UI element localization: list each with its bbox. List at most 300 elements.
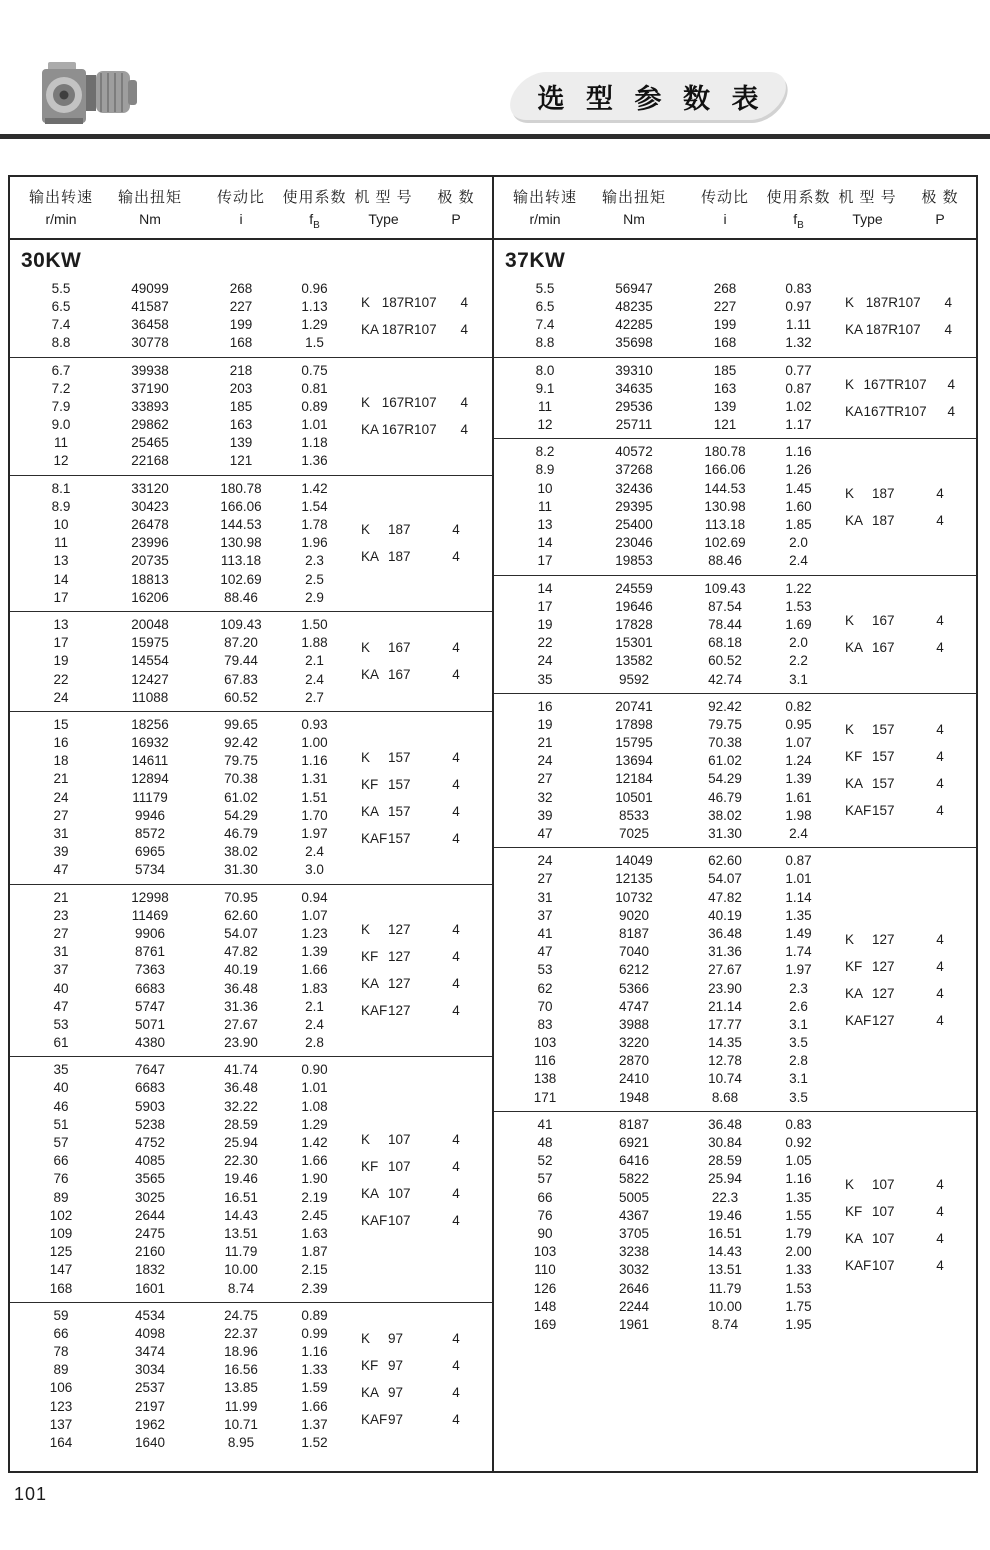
- cell-speed: 41: [537, 925, 553, 941]
- cell-torque: 2197: [134, 1398, 166, 1414]
- cell-torque: 3032: [618, 1262, 650, 1278]
- cell-service-factor: 2.2: [789, 653, 808, 669]
- cell-speed: 125: [49, 1244, 73, 1260]
- cell-torque: 29395: [615, 498, 653, 514]
- cell-ratio: 41.74: [224, 1062, 258, 1078]
- cell-speed: 17: [537, 598, 553, 614]
- cell-torque: 15301: [615, 635, 653, 651]
- cell-service-factor: 1.39: [785, 771, 812, 787]
- cell-speed: 12: [53, 453, 69, 469]
- cell-service-factor: 1.75: [785, 1298, 812, 1314]
- cell-torque: 5734: [134, 862, 166, 878]
- cell-ratio: 218: [229, 362, 253, 378]
- cell-ratio: 28.59: [224, 1116, 258, 1132]
- type-block: [347, 1307, 492, 1453]
- cell-torque: 11469: [131, 907, 169, 923]
- cell-speed: 66: [53, 1153, 69, 1169]
- cell-speed: 123: [49, 1398, 73, 1414]
- cell-service-factor: 1.14: [785, 889, 812, 905]
- cell-service-factor: 1.50: [301, 616, 328, 632]
- cell-service-factor: 1.74: [785, 944, 812, 960]
- poles-value: 4: [452, 1331, 460, 1347]
- cell-ratio: 144.53: [220, 517, 262, 533]
- poles-value: 4: [460, 322, 469, 338]
- cell-torque: 3988: [618, 1016, 650, 1032]
- cell-ratio: 40.19: [224, 962, 258, 978]
- cell-service-factor: 1.35: [785, 1189, 812, 1205]
- type-prefix: KA: [361, 667, 380, 683]
- type-entry: [831, 797, 976, 824]
- poles-value: 4: [452, 1158, 460, 1174]
- type-model: 107: [872, 1230, 895, 1246]
- cell-service-factor: 2.45: [301, 1207, 328, 1223]
- poles-value: 4: [452, 1131, 460, 1147]
- cell-ratio: 61.02: [224, 789, 258, 805]
- cell-speed: 59: [53, 1307, 69, 1323]
- cell-service-factor: 1.66: [301, 1398, 328, 1414]
- cell-speed: 6.5: [535, 298, 555, 314]
- cell-torque: 6212: [618, 962, 650, 978]
- cell-torque: 9946: [134, 807, 166, 823]
- cell-ratio: 203: [229, 380, 253, 396]
- cell-speed: 110: [534, 1262, 556, 1278]
- cell-ratio: 11.99: [224, 1398, 258, 1414]
- type-model: 127: [388, 1003, 411, 1019]
- type-prefix: KA: [361, 422, 380, 438]
- cell-speed: 9.1: [535, 380, 555, 396]
- cell-torque: 25465: [131, 435, 169, 451]
- cell-speed: 21: [53, 771, 69, 787]
- cell-torque: 32436: [615, 480, 653, 496]
- type-prefix: KA: [845, 1230, 864, 1246]
- cell-speed: 57: [53, 1135, 69, 1151]
- type-entry: [831, 926, 976, 953]
- cell-service-factor: 0.90: [301, 1062, 328, 1078]
- cell-service-factor: 1.26: [785, 462, 812, 478]
- type-entry: [347, 289, 492, 316]
- cell-ratio: 47.82: [224, 944, 258, 960]
- type-entry: [831, 371, 976, 398]
- cell-ratio: 139: [713, 398, 737, 414]
- type-prefix: K: [361, 749, 371, 765]
- cell-torque: 8187: [618, 1116, 650, 1132]
- poles-value: 4: [452, 1358, 460, 1374]
- poles-value: 4: [936, 1012, 944, 1028]
- cell-torque: 19853: [615, 553, 653, 569]
- cell-service-factor: 2.39: [301, 1280, 328, 1296]
- poles-value: 4: [452, 1185, 460, 1201]
- type-model: 157: [872, 722, 895, 738]
- cell-speed: 53: [53, 1016, 69, 1032]
- cell-service-factor: 2.1: [305, 998, 324, 1014]
- type-entry: [831, 1007, 976, 1034]
- cell-service-factor: 1.63: [301, 1225, 328, 1241]
- header-type: 机 型 号 Type: [354, 189, 413, 227]
- cell-ratio: 13.51: [224, 1225, 258, 1241]
- type-block: [831, 1116, 976, 1334]
- cell-service-factor: 1.87: [301, 1244, 328, 1260]
- cell-torque: 25711: [615, 417, 653, 433]
- type-model: 157: [388, 803, 411, 819]
- cell-ratio: 180.78: [220, 480, 262, 496]
- cell-service-factor: 0.89: [301, 398, 328, 414]
- cell-torque: 13582: [615, 653, 653, 669]
- type-prefix: KAF: [845, 1257, 872, 1273]
- cell-speed: 52: [537, 1153, 553, 1169]
- cell-ratio: 61.02: [708, 753, 742, 769]
- cell-speed: 168: [49, 1280, 73, 1296]
- cell-speed: 76: [53, 1171, 69, 1187]
- cell-torque: 8761: [134, 944, 166, 960]
- type-prefix: K: [845, 295, 855, 311]
- type-prefix: KA: [845, 322, 864, 338]
- cell-ratio: 54.29: [708, 771, 742, 787]
- cell-torque: 7040: [618, 944, 650, 960]
- cell-torque: 7647: [134, 1062, 166, 1078]
- poles-value: 4: [452, 830, 460, 846]
- cell-torque: 4747: [618, 998, 650, 1014]
- section-title-37kw: 37KW: [505, 248, 566, 272]
- type-entry: [347, 798, 492, 825]
- type-block: [347, 616, 492, 707]
- cell-service-factor: 1.29: [301, 317, 328, 333]
- cell-ratio: 40.19: [708, 907, 742, 923]
- cell-service-factor: 1.59: [301, 1380, 328, 1396]
- cell-service-factor: 1.42: [301, 480, 328, 496]
- cell-torque: 6416: [618, 1153, 650, 1169]
- cell-service-factor: 0.75: [301, 362, 328, 378]
- cell-torque: 19646: [615, 598, 653, 614]
- ratio-group: [10, 276, 492, 357]
- type-block: [347, 480, 492, 607]
- cell-ratio: 46.79: [708, 789, 742, 805]
- gearmotor-illustration: [38, 48, 140, 138]
- type-prefix: KA: [361, 1385, 380, 1401]
- cell-service-factor: 1.24: [785, 753, 812, 769]
- cell-speed: 19: [537, 716, 553, 732]
- cell-torque: 3565: [134, 1171, 166, 1187]
- type-entry: [831, 1198, 976, 1225]
- cell-torque: 20735: [131, 553, 169, 569]
- cell-service-factor: 1.39: [301, 944, 328, 960]
- type-entry: [347, 1379, 492, 1406]
- cell-torque: 12998: [131, 889, 169, 905]
- cell-torque: 4534: [134, 1307, 166, 1323]
- type-entry: [347, 916, 492, 943]
- header-type: 机 型 号 Type: [838, 189, 897, 227]
- type-prefix: KA: [845, 985, 864, 1001]
- cell-ratio: 17.77: [708, 1016, 742, 1032]
- cell-speed: 89: [53, 1362, 69, 1378]
- cell-speed: 6.7: [51, 362, 71, 378]
- type-prefix: KA: [845, 403, 864, 419]
- poles-value: 4: [936, 1203, 944, 1219]
- cell-torque: 2410: [618, 1071, 650, 1087]
- cell-service-factor: 0.87: [785, 380, 812, 396]
- cell-service-factor: 1.22: [785, 580, 812, 596]
- groups-37kw: [494, 276, 976, 1471]
- cell-service-factor: 1.07: [785, 735, 812, 751]
- cell-service-factor: 2.8: [789, 1053, 808, 1069]
- type-model: 187: [388, 549, 411, 565]
- cell-torque: 48235: [615, 298, 653, 314]
- cell-ratio: 113.18: [704, 517, 746, 533]
- cell-service-factor: 0.89: [301, 1307, 328, 1323]
- type-entry: [347, 1153, 492, 1180]
- cell-ratio: 54.07: [224, 925, 258, 941]
- cell-speed: 106: [49, 1380, 73, 1396]
- cell-speed: 7.4: [51, 317, 71, 333]
- cell-torque: 56947: [615, 280, 653, 296]
- cell-service-factor: 1.78: [301, 517, 328, 533]
- type-entry: [347, 771, 492, 798]
- type-prefix: K: [361, 395, 371, 411]
- cell-ratio: 121: [229, 453, 253, 469]
- cell-speed: 35: [53, 1062, 69, 1078]
- cell-ratio: 32.22: [224, 1098, 258, 1114]
- type-entry: [831, 980, 976, 1007]
- type-prefix: KA: [361, 549, 380, 565]
- type-entry: [347, 970, 492, 997]
- cell-service-factor: 0.93: [301, 716, 328, 732]
- type-model: 157: [872, 749, 895, 765]
- header-service-factor: 使用系数 $f_B$: [766, 189, 831, 231]
- poles-value: 4: [947, 403, 956, 419]
- cell-speed: 40: [53, 1080, 69, 1096]
- cell-torque: 29862: [131, 417, 169, 433]
- cell-ratio: 36.48: [224, 980, 258, 996]
- cell-torque: 34635: [615, 380, 653, 396]
- ratio-group: [494, 693, 976, 848]
- poles-value: 4: [460, 395, 469, 411]
- type-model: 187R107: [381, 295, 437, 311]
- cell-ratio: 199: [229, 317, 253, 333]
- cell-ratio: 13.85: [224, 1380, 258, 1396]
- type-prefix: KF: [361, 1158, 379, 1174]
- cell-service-factor: 0.99: [301, 1325, 328, 1341]
- cell-speed: 31: [537, 889, 553, 905]
- cell-torque: 12184: [615, 771, 653, 787]
- cell-ratio: 14.35: [708, 1035, 742, 1051]
- poles-value: 4: [936, 722, 944, 738]
- cell-ratio: 10.00: [224, 1262, 258, 1278]
- cell-torque: 4098: [134, 1325, 166, 1341]
- cell-ratio: 22.30: [224, 1153, 258, 1169]
- cell-service-factor: 0.96: [301, 280, 328, 296]
- ratio-group: [10, 711, 492, 884]
- type-prefix: K: [361, 640, 371, 656]
- cell-speed: 14: [537, 580, 553, 596]
- cell-service-factor: 0.94: [301, 889, 328, 905]
- cell-service-factor: 1.49: [785, 925, 812, 941]
- cell-ratio: 109.43: [220, 616, 262, 632]
- cell-torque: 2475: [134, 1225, 166, 1241]
- cell-torque: 5005: [618, 1189, 650, 1205]
- poles-value: 4: [452, 549, 460, 565]
- cell-service-factor: 2.4: [305, 1016, 324, 1032]
- cell-torque: 29536: [615, 398, 653, 414]
- cell-ratio: 27.67: [708, 962, 742, 978]
- section-title-30kw: 30KW: [21, 248, 82, 272]
- type-block: [831, 698, 976, 844]
- cell-ratio: 78.44: [708, 616, 742, 632]
- cell-speed: 19: [537, 616, 553, 632]
- cell-service-factor: 0.83: [785, 280, 812, 296]
- cell-service-factor: 2.3: [789, 980, 808, 996]
- cell-torque: 2537: [134, 1380, 166, 1396]
- type-entry: [347, 416, 492, 443]
- cell-torque: 49099: [131, 280, 169, 296]
- type-model: 157: [872, 803, 895, 819]
- cell-service-factor: 1.97: [785, 962, 812, 978]
- cell-service-factor: 2.0: [789, 535, 808, 551]
- type-model: 127: [872, 931, 895, 947]
- type-entry: [347, 634, 492, 661]
- cell-speed: 171: [533, 1089, 557, 1105]
- cell-torque: 9592: [618, 671, 650, 687]
- cell-speed: 31: [53, 826, 69, 842]
- type-prefix: KA: [845, 776, 864, 792]
- cell-torque: 20741: [615, 698, 653, 714]
- cell-torque: 4380: [134, 1035, 166, 1051]
- cell-service-factor: 2.15: [301, 1262, 328, 1278]
- cell-service-factor: 3.1: [789, 671, 808, 687]
- type-prefix: K: [845, 931, 855, 947]
- cell-service-factor: 1.16: [301, 1344, 328, 1360]
- cell-torque: 1962: [134, 1416, 166, 1432]
- cell-torque: 5366: [618, 980, 650, 996]
- cell-speed: 8.9: [51, 498, 71, 514]
- cell-ratio: 16.51: [708, 1225, 742, 1241]
- type-prefix: KF: [361, 949, 379, 965]
- poles-value: 4: [452, 976, 460, 992]
- table-column-30kw: [10, 177, 492, 1471]
- cell-ratio: 31.30: [224, 862, 258, 878]
- type-entry: [831, 1171, 976, 1198]
- cell-speed: 8.9: [535, 462, 555, 478]
- cell-speed: 24: [537, 653, 553, 669]
- cell-speed: 8.2: [535, 444, 555, 460]
- ratio-group: [10, 475, 492, 611]
- type-model: 97: [388, 1358, 404, 1374]
- cell-service-factor: 1.08: [301, 1098, 328, 1114]
- type-block: [831, 443, 976, 570]
- cell-ratio: 31.36: [224, 998, 258, 1014]
- ratio-group: [494, 276, 976, 357]
- cell-service-factor: 2.19: [301, 1189, 328, 1205]
- cell-ratio: 18.96: [224, 1344, 258, 1360]
- cell-service-factor: 1.55: [785, 1207, 812, 1223]
- cell-ratio: 10.71: [224, 1416, 258, 1432]
- cell-ratio: 199: [713, 317, 737, 333]
- cell-ratio: 79.44: [224, 653, 258, 669]
- type-model: 187: [872, 512, 895, 528]
- cell-torque: 7363: [134, 962, 166, 978]
- cell-speed: 13: [53, 616, 69, 632]
- type-model: 127: [388, 922, 411, 938]
- cell-service-factor: 1.88: [301, 635, 328, 651]
- cell-speed: 19: [53, 653, 69, 669]
- cell-ratio: 68.18: [708, 635, 742, 651]
- cell-torque: 14554: [131, 653, 169, 669]
- cell-speed: 13: [537, 517, 553, 533]
- ratio-group: [494, 357, 976, 439]
- cell-service-factor: 1.42: [301, 1135, 328, 1151]
- cell-service-factor: 1.60: [785, 498, 812, 514]
- poles-value: 4: [452, 1003, 460, 1019]
- poles-value: 4: [936, 985, 944, 1001]
- cell-speed: 89: [53, 1189, 69, 1205]
- cell-ratio: 70.38: [224, 771, 258, 787]
- type-model: 167: [388, 667, 411, 683]
- cell-service-factor: 2.9: [305, 589, 324, 605]
- cell-ratio: 87.54: [708, 598, 742, 614]
- cell-speed: 138: [533, 1071, 557, 1087]
- cell-speed: 53: [537, 962, 553, 978]
- cell-ratio: 19.46: [224, 1171, 258, 1187]
- type-model: 187R107: [865, 322, 921, 338]
- cell-service-factor: 2.00: [785, 1244, 812, 1260]
- title-banner: [506, 72, 790, 120]
- cell-ratio: 185: [713, 362, 737, 378]
- ratio-group: [10, 1302, 492, 1457]
- type-model: 107: [388, 1158, 411, 1174]
- cell-speed: 32: [537, 789, 553, 805]
- cell-service-factor: 1.16: [785, 1171, 812, 1187]
- cell-speed: 23: [53, 907, 69, 923]
- cell-service-factor: 1.02: [785, 398, 812, 414]
- cell-speed: 103: [533, 1244, 557, 1260]
- type-model: 167TR107: [863, 403, 927, 419]
- cell-ratio: 88.46: [708, 553, 742, 569]
- cell-service-factor: 1.61: [785, 789, 812, 805]
- cell-service-factor: 0.82: [785, 698, 812, 714]
- type-model: 107: [872, 1257, 895, 1273]
- cell-speed: 66: [53, 1325, 69, 1341]
- poles-value: 4: [452, 922, 460, 938]
- cell-service-factor: 1.66: [301, 962, 328, 978]
- type-prefix: K: [361, 922, 371, 938]
- cell-service-factor: 2.4: [305, 844, 324, 860]
- cell-ratio: 121: [713, 417, 737, 433]
- cell-ratio: 102.69: [704, 535, 746, 551]
- cell-torque: 6965: [134, 844, 166, 860]
- cell-ratio: 180.78: [704, 444, 746, 460]
- cell-torque: 5903: [134, 1098, 166, 1114]
- type-prefix: K: [845, 485, 855, 501]
- cell-speed: 6.5: [51, 298, 71, 314]
- cell-torque: 14049: [615, 853, 653, 869]
- type-prefix: K: [845, 1176, 855, 1192]
- cell-speed: 7.9: [51, 398, 71, 414]
- cell-speed: 61: [53, 1035, 69, 1051]
- cell-service-factor: 1.16: [301, 753, 328, 769]
- poles-value: 4: [936, 931, 944, 947]
- cell-torque: 35698: [615, 335, 653, 351]
- poles-value: 4: [452, 749, 460, 765]
- cell-speed: 8.8: [535, 335, 555, 351]
- cell-torque: 13694: [615, 753, 653, 769]
- cell-ratio: 54.07: [708, 871, 742, 887]
- cell-torque: 5822: [618, 1171, 650, 1187]
- cell-torque: 10732: [615, 889, 653, 905]
- type-model: 127: [872, 1012, 895, 1028]
- cell-speed: 21: [53, 889, 69, 905]
- poles-value: 4: [936, 749, 944, 765]
- type-block: [347, 362, 492, 471]
- cell-ratio: 24.75: [224, 1307, 258, 1323]
- cell-speed: 8.0: [535, 362, 555, 378]
